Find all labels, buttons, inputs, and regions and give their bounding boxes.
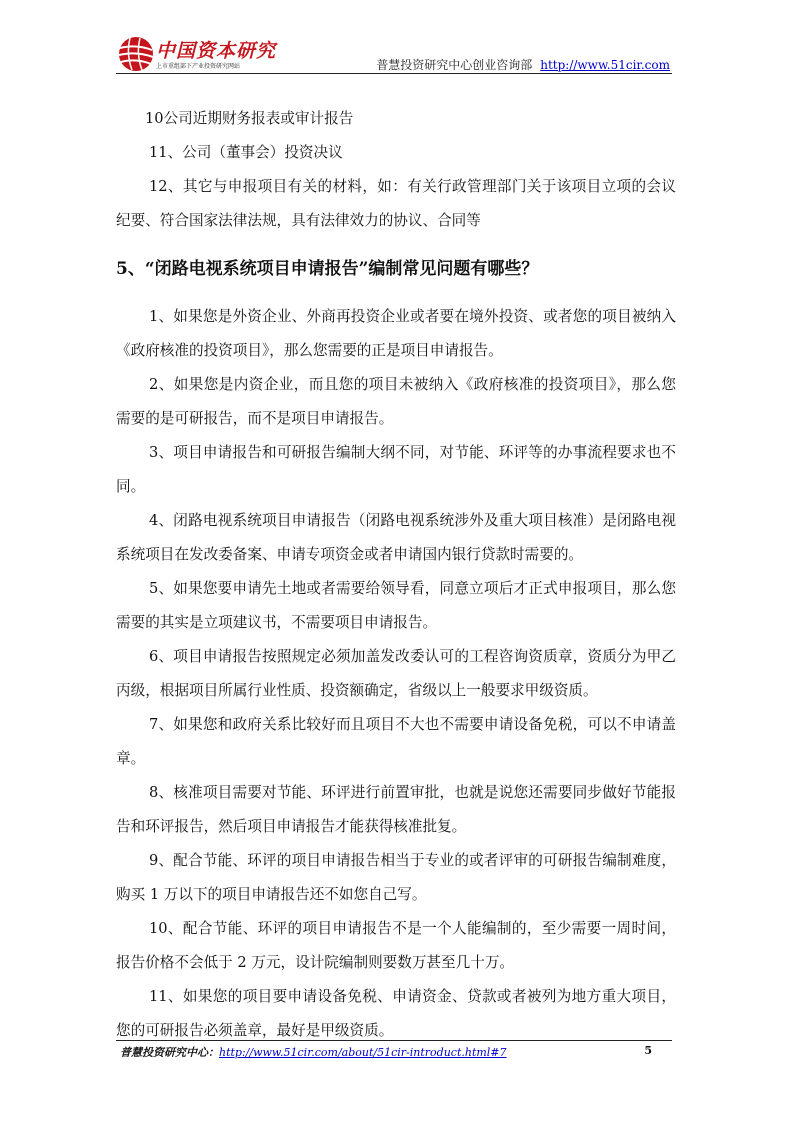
intro-item: 10公司近期财务报表或审计报告: [145, 110, 354, 127]
page-header: [116, 30, 672, 74]
footer-center-name: 普慧投资研究中心：: [120, 1046, 219, 1059]
logo-slogan: 上市重组部下产业投资研究网站: [156, 63, 241, 70]
header-divider: [116, 73, 672, 74]
faq-item: 3、项目申请报告和可研报告编制大纲不同，对节能、环评等的办事流程要求也不同。: [116, 444, 676, 495]
faq-item: 7、如果您和政府关系比较好而且项目不大也不需要申请设备免税，可以不申请盖章。: [116, 716, 676, 767]
faq-item: 10、配合节能、环评的项目申请报告不是一个人能编制的，至少需要一周时间，报告价格不会低于 2 万元，设计院编制则要数万甚至几十万。: [116, 920, 676, 971]
header-url-link[interactable]: http://www.51cir.com: [540, 58, 670, 72]
faq-item: 4、闭路电视系统项目申请报告（闭路电视系统涉外及重大项目核准）是闭路电视系统项目在发改委备案、申请专项资金或者申请国内银行贷款时需要的。: [116, 512, 676, 563]
header-org-name: 普慧投资研究中心创业咨询部: [376, 58, 533, 72]
document-body: [116, 102, 676, 1048]
page-number: 5: [644, 1044, 652, 1057]
logo-globe-icon: [116, 34, 156, 74]
faq-item: 5、如果您要申请先土地或者需要给领导看，同意立项后才正式申报项目，那么您需要的其实是立项建议书，不需要项目申请报告。: [116, 580, 676, 631]
faq-item: 11、如果您的项目要申请设备免税、申请资金、贷款或者被列为地方重大项目，您的可研报告必须盖章，最好是甲级资质。: [116, 988, 676, 1039]
faq-item: 8、核准项目需要对节能、环评进行前置审批，也就是说您还需要同步做好节能报告和环评报告，然后项目申请报告才能获得核准批复。: [116, 784, 676, 835]
intro-item: 12、其它与申报项目有关的材料，如：有关行政管理部门关于该项目立项的会议纪要、符合国家法律法规，具有法律效力的协议、合同等: [116, 178, 676, 229]
footer-divider: [116, 1040, 672, 1041]
faq-item: 9、配合节能、环评的项目申请报告相当于专业的或者评审的可研报告编制难度，购买 1 万以下的项目申请报告还不如您自己写。: [116, 852, 676, 903]
faq-item: 1、如果您是外资企业、外商再投资企业或者要在境外投资、或者您的项目被纳入《政府核准的投资项目》，那么您需要的正是项目申请报告。: [116, 308, 676, 359]
logo-name: 中国资本研究: [156, 40, 277, 62]
page-footer: [120, 1044, 652, 1060]
faq-item: 2、如果您是内资企业，而且您的项目未被纳入《政府核准的投资项目》，那么您需要的是可研报告，而不是项目申请报告。: [116, 376, 676, 427]
header-org-info: [376, 56, 670, 73]
section-title: 5、“闭路电视系统项目申请报告”编制常见问题有哪些？: [116, 259, 539, 279]
footer-url-link[interactable]: http://www.51cir.com/about/51cir-introduct.html#7: [219, 1046, 507, 1059]
intro-item: 11、公司（董事会）投资决议: [149, 144, 343, 161]
logo: [116, 34, 296, 74]
faq-item: 6、项目申请报告按照规定必须加盖发改委认可的工程咨询资质章，资质分为甲乙丙级，根据项目所属行业性质、投资额确定，省级以上一般要求甲级资质。: [116, 648, 676, 699]
